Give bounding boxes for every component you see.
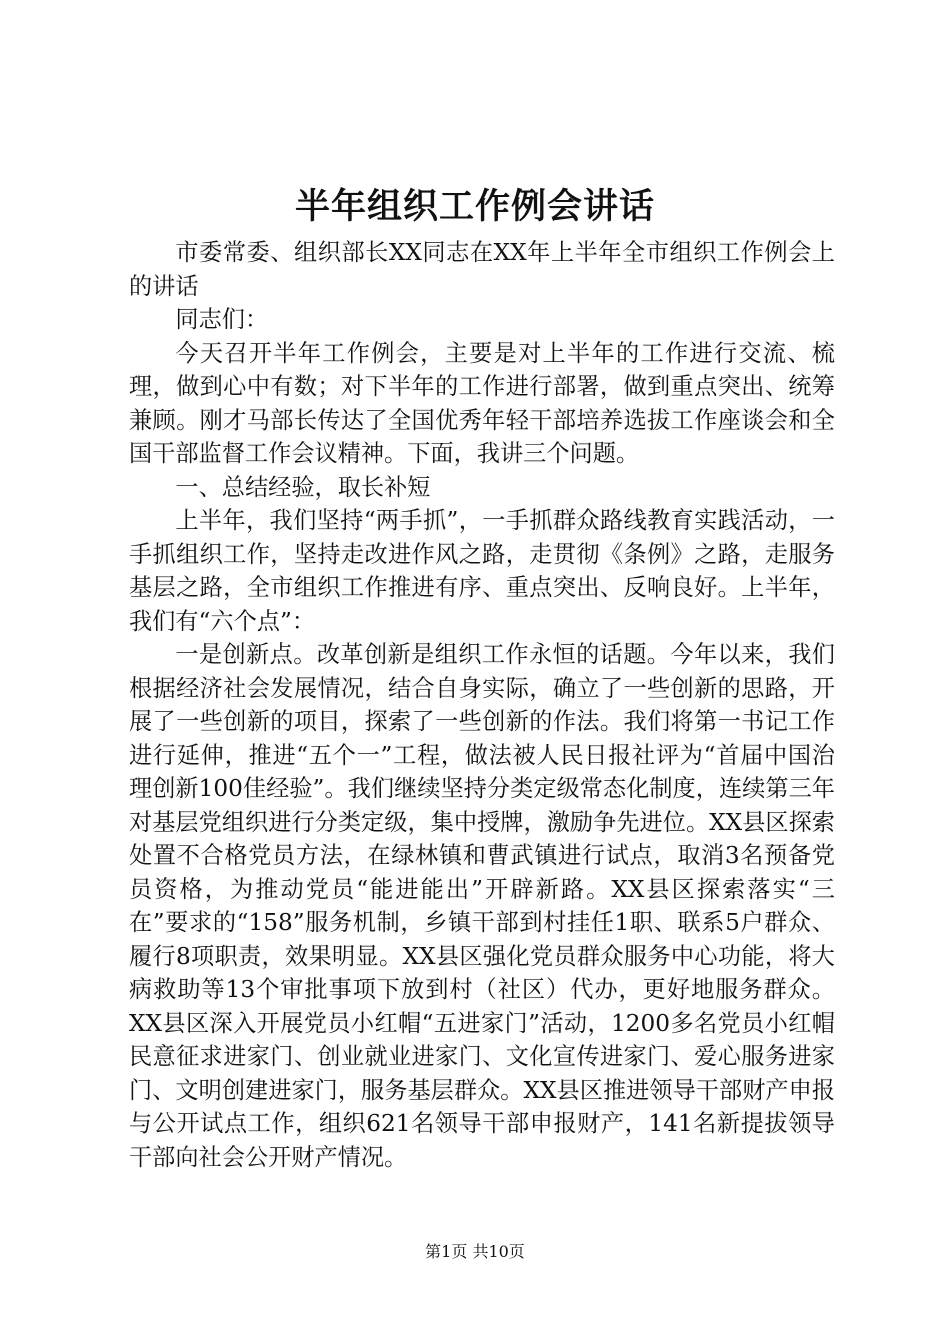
document-title: 半年组织工作例会讲话 <box>294 186 655 227</box>
document-body <box>129 236 835 1174</box>
page-footer: 第1页 共10页 <box>425 1242 525 1261</box>
section-heading-1: 一、总结经验，取长补短 <box>175 473 431 501</box>
paragraph-summary: 上半年，我们坚持“两手抓”，一手抓群众路线教育实践活动，一手抓组织工作，坚持走改进作风之路，走贯彻《条例》之路，走服务基层之路，全市组织工作推进有序、重点突出、反响良好。上半年，我们有“六个点”： <box>129 507 835 635</box>
paragraph-salutation: 同志们： <box>175 306 269 333</box>
paragraph-innovation: 一是创新点。改革创新是组织工作永恒的话题。今年以来，我们根据经济社会发展情况，结合自身实际，确立了一些创新的思路，开展了一些创新的项目，探索了一些创新的作法。我们将第一书记工作进行延伸，推进“五个一”工程，做法被人民日报社评为“首届中国治理创新100佳经验”。我们继续坚持分类定级常态化制度，连续第三年对基层党组织进行分类定级，集中授牌，激励争先进位。XX县区探索处置不合格党员方法，在绿林镇和曹武镇进行试点，取消3名预备党员资格，为推动党员“能进能出”开辟新路。XX县区探索落实“三在”要求的“158”服务机制，乡镇干部到村挂任1职、联系5户群众、履行8项职责，效果明显。XX县区强化党员群众服务中心功能，将大病救助等13个审批事项下放到村（社区）代办，更好地服务群众。XX县区深入开展党员小红帽“五进家门”活动，1200多名党员小红帽民意征求进家门、创业就业进家门、文化宣传进家门、爱心服务进家门、文明创建进家门，服务基层群众。XX县区推进领导干部财产申报与公开试点工作，组织621名领导干部申报财产，141名新提拔领导干部向社会公开财产情况。 <box>129 641 835 1171</box>
paragraph-intro: 今天召开半年工作例会，主要是对上半年的工作进行交流、梳理，做到心中有数；对下半年的工作进行部署，做到重点突出、统筹兼顾。刚才马部长传达了全国优秀年轻干部培养选拔工作座谈会和全国干部监督工作会议精神。下面，我讲三个问题。 <box>129 339 835 467</box>
paragraph-subtitle: 市委常委、组织部长XX同志在XX年上半年全市组织工作例会上的讲话 <box>129 239 835 300</box>
